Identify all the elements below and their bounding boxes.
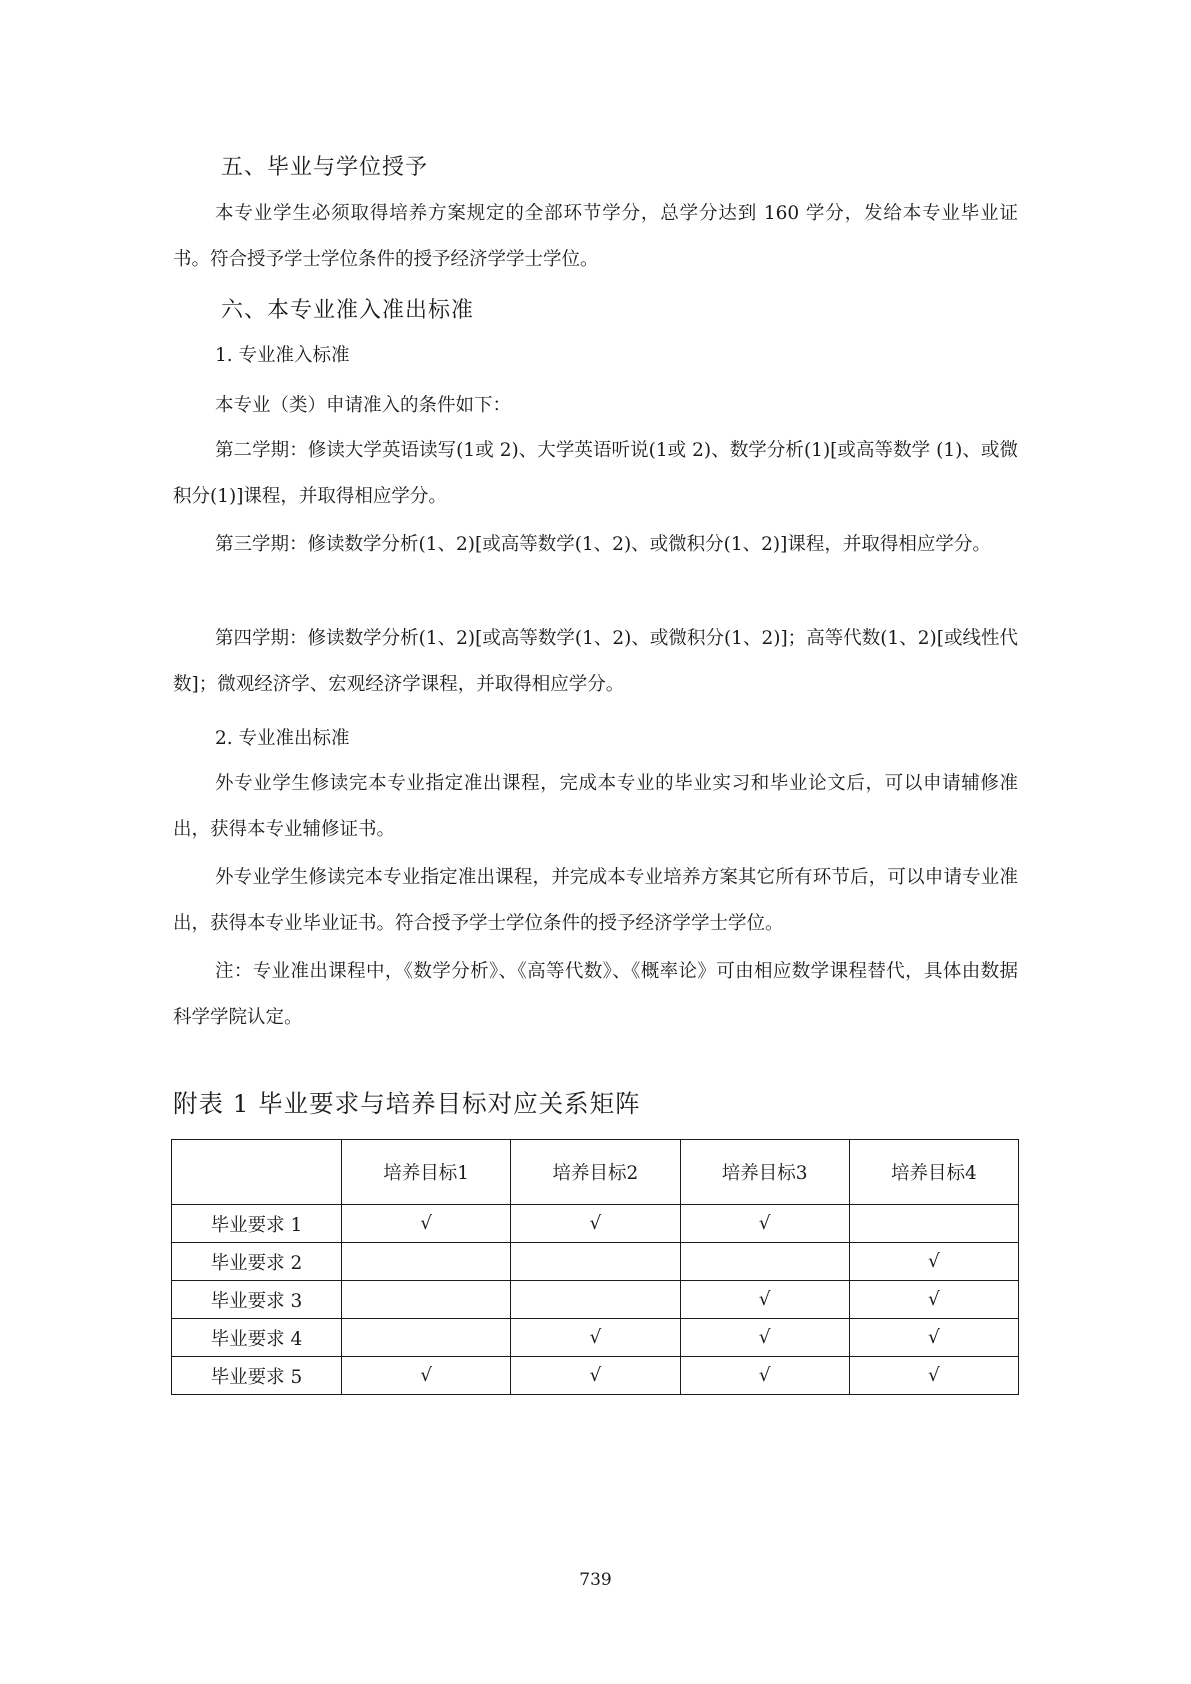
check-cell: √	[849, 1319, 1018, 1357]
table-caption: 附表 1 毕业要求与培养目标对应关系矩阵	[173, 1089, 641, 1118]
check-cell: √	[342, 1205, 511, 1243]
check-cell: √	[680, 1357, 849, 1395]
check-cell: √	[849, 1357, 1018, 1395]
check-cell: √	[511, 1205, 680, 1243]
table-header-row	[172, 1140, 1019, 1205]
row-label: 毕业要求 1	[172, 1205, 342, 1243]
check-cell: √	[511, 1357, 680, 1395]
check-cell: √	[849, 1243, 1018, 1281]
admission-semester3: 第三学期：修读数学分析(1、2)[或高等数学(1、2)、或微积分(1、2)]课程，并取得相应学分。	[215, 534, 991, 555]
check-cell: √	[342, 1357, 511, 1395]
section5-heading: 五、毕业与学位授予	[221, 155, 429, 180]
admission-semester2: 第二学期：修读大学英语读写(1或 2)、大学英语听说(1或 2)、数学分析(1)[或高等数学 (1)、或微积分(1)]课程，并取得相应学分。	[173, 440, 1018, 507]
row-label: 毕业要求 5	[172, 1357, 342, 1395]
check-cell	[849, 1205, 1018, 1243]
table-row	[172, 1281, 1019, 1319]
row-label: 毕业要求 4	[172, 1319, 342, 1357]
row-label: 毕业要求 2	[172, 1243, 342, 1281]
section5-paragraph: 本专业学生必须取得培养方案规定的全部环节学分，总学分达到 160 学分，发给本专业毕业证书。符合授予学士学位条件的授予经济学学士学位。	[173, 203, 1018, 270]
check-cell: √	[680, 1319, 849, 1357]
subheading-exit: 2. 专业准出标准	[215, 728, 350, 749]
check-cell	[342, 1243, 511, 1281]
check-cell: √	[849, 1281, 1018, 1319]
page-number: 739	[579, 1570, 612, 1590]
check-cell	[342, 1319, 511, 1357]
table-row	[172, 1319, 1019, 1357]
check-cell	[342, 1281, 511, 1319]
header-cell-corner	[172, 1140, 342, 1205]
table-row	[172, 1205, 1019, 1243]
exit-major-paragraph: 外专业学生修读完本专业指定准出课程，并完成本专业培养方案其它所有环节后，可以申请专业准出，获得本专业毕业证书。符合授予学士学位条件的授予经济学学士学位。	[173, 867, 1018, 934]
header-cell-goal-3: 培养目标3	[680, 1140, 849, 1205]
exit-minor-paragraph: 外专业学生修读完本专业指定准出课程，完成本专业的毕业实习和毕业论文后，可以申请辅修准出，获得本专业辅修证书。	[173, 773, 1018, 840]
admission-intro: 本专业（类）申请准入的条件如下：	[215, 395, 512, 416]
check-cell	[680, 1243, 849, 1281]
table-row	[172, 1243, 1019, 1281]
check-cell: √	[511, 1319, 680, 1357]
row-label: 毕业要求 3	[172, 1281, 342, 1319]
exit-note-paragraph: 注：专业准出课程中，《数学分析》、《高等代数》、《概率论》可由相应数学课程替代，具体由数据科学学院认定。	[173, 961, 1018, 1028]
table-row	[172, 1357, 1019, 1395]
requirements-matrix-table	[171, 1139, 1019, 1395]
header-cell-goal-1: 培养目标1	[342, 1140, 511, 1205]
section6-heading: 六、本专业准入准出标准	[221, 298, 475, 323]
header-cell-goal-4: 培养目标4	[849, 1140, 1018, 1205]
admission-semester4: 第四学期：修读数学分析(1、2)[或高等数学(1、2)、或微积分(1、2)]；高等代数(1、2)[或线性代数]；微观经济学、宏观经济学课程，并取得相应学分。	[173, 628, 1018, 695]
header-cell-goal-2: 培养目标2	[511, 1140, 680, 1205]
check-cell	[511, 1281, 680, 1319]
subheading-admission: 1. 专业准入标准	[215, 345, 350, 366]
check-cell: √	[680, 1205, 849, 1243]
check-cell	[511, 1243, 680, 1281]
check-cell: √	[680, 1281, 849, 1319]
